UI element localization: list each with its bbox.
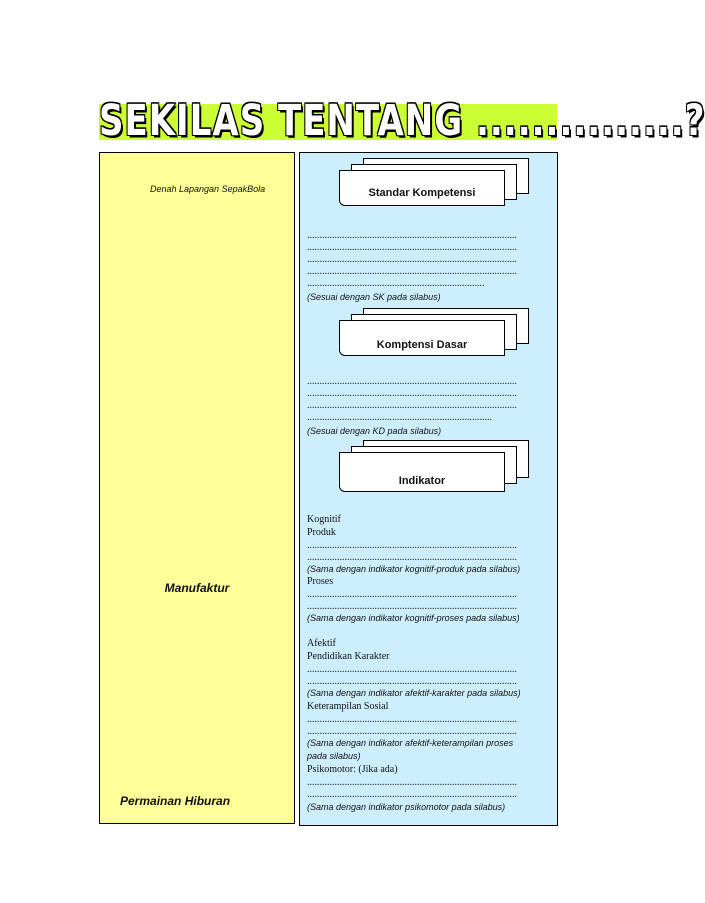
psikomotor-heading: Psikomotor: (Jika ada) — [307, 764, 398, 775]
left-caption: Denah Lapangan SepakBola — [150, 184, 266, 194]
kd-card-stack — [339, 308, 531, 358]
note-kognitif-proses: (Sama dengan indikator kognitif-proses pada silabus) — [307, 613, 520, 623]
note-afektif-keterampilan-1: (Sama dengan indikator afektif-keterampilan proses — [307, 738, 514, 748]
produk-heading: Produk — [307, 527, 336, 538]
kognitif-heading: Kognitif — [307, 514, 341, 525]
kd-note: (Sesuai dengan KD pada silabus) — [307, 426, 442, 436]
manufaktur-label: Manufaktur — [164, 581, 230, 595]
afektif-heading: Afektif — [307, 638, 336, 649]
keterampilan-sosial-heading: Keterampilan Sosial — [307, 701, 389, 712]
sk-dots: .................................................................................... .................................................................................... .................................................................................... .................................................................................... ....................................................................... — [307, 230, 517, 289]
indikator-card-stack — [339, 440, 531, 494]
indikator-label: Indikator — [398, 475, 446, 487]
note-afektif-karakter: (Sama dengan indikator afektif-karakter pada silabus) — [307, 688, 521, 698]
note-afektif-keterampilan-2: pada silabus) — [307, 751, 361, 761]
ket-sosial-dots: .................................................................................... .................................................................................... — [307, 714, 517, 737]
sk-card-front — [339, 170, 505, 206]
page-title: SEKILAS TENTANG ...............? — [99, 96, 705, 146]
psikomotor-dots: .................................................................................... .................................................................................... — [307, 777, 517, 800]
proses-heading: Proses — [307, 576, 334, 587]
ind-card-front — [339, 452, 505, 492]
kd-label: Komptensi Dasar — [376, 339, 468, 351]
proses-dots: .................................................................................... .................................................................................... — [307, 589, 517, 612]
sk-card-stack — [339, 158, 531, 208]
karakter-dots: .................................................................................... .................................................................................... — [307, 664, 517, 687]
sk-label: Standar Kompetensi — [368, 187, 476, 199]
note-kognitif-produk: (Sama dengan indikator kognitif-produk pada silabus) — [307, 564, 521, 574]
left-panel — [99, 152, 295, 824]
note-psikomotor: (Sama dengan indikator psikomotor pada silabus) — [307, 802, 506, 812]
kd-dots: .................................................................................... .................................................................................... .................................................................................... .......................................................................... — [307, 376, 517, 423]
produk-dots: .................................................................................... .................................................................................... — [307, 540, 517, 563]
permainan-hiburan-label: Permainan Hiburan — [120, 794, 231, 808]
sk-note: (Sesuai dengan SK pada silabus) — [307, 292, 441, 302]
kd-card-front — [339, 320, 505, 356]
title-banner — [99, 96, 705, 146]
pendidikan-karakter-heading: Pendidikan Karakter — [307, 651, 390, 662]
